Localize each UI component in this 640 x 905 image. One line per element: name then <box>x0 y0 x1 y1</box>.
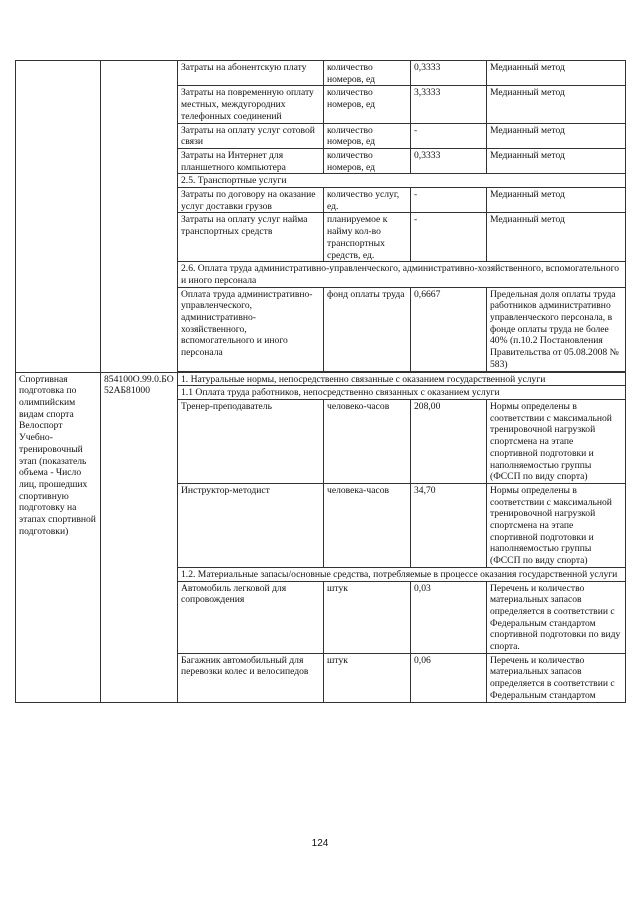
empty-service-cell <box>16 61 101 373</box>
cost-item-unit: количество услуг, ед. <box>324 188 411 213</box>
cost-item-unit: количество номеров, ед <box>324 148 411 173</box>
cost-item-unit: планируемое к найму кол-во транспортных средств, ед. <box>324 213 411 262</box>
material-method: Перечень и количество материальных запасов определяется в соответствии с Федеральным стандартом спортивной подготовки по виду спорта. <box>487 581 626 653</box>
material-name: Багажник автомобильный для перевозки колес и велосипедов <box>178 653 324 702</box>
cost-item-name: Затраты на Интернет для планшетного компьютера <box>178 148 324 173</box>
material-value: 0,03 <box>411 581 487 653</box>
cost-item-unit: фонд оплаты труда <box>324 287 411 371</box>
material-method: Перечень и количество материальных запасов определяется в соответствии с Федеральным стандартом <box>487 653 626 702</box>
staff-method: Нормы определены в соответствии с максимальной тренировочной нагрузкой спортсмена на этапе спортивной подготовки и наполняемостью группы (ФССП по виду спорта) <box>487 483 626 567</box>
cost-norms-table <box>15 60 626 703</box>
cost-item-value: - <box>411 123 487 148</box>
cost-item-name: Затраты на оплату услуг найма транспортных средств <box>178 213 324 262</box>
cost-item-name: Затраты на повременную оплату местных, междугородних телефонных соединений <box>178 86 324 123</box>
staff-value: 34,70 <box>411 483 487 567</box>
cost-item-name: Затраты на абонентскую плату <box>178 61 324 86</box>
cost-item-unit: количество номеров, ед <box>324 86 411 123</box>
staff-unit: человека-часов <box>324 483 411 567</box>
cost-item-name: Оплата труда административно-управленческого, административно-хозяйственного, вспомогательного и иного персонала <box>178 287 324 371</box>
cost-item-method: Медианный метод <box>487 213 626 262</box>
cost-item-name: Затраты на оплату услуг сотовой связи <box>178 123 324 148</box>
material-unit: штук <box>324 653 411 702</box>
staff-value: 208,00 <box>411 399 487 483</box>
cost-item-method: Медианный метод <box>487 86 626 123</box>
cost-item-method: Медианный метод <box>487 188 626 213</box>
staff-name: Инструктор-методист <box>178 483 324 567</box>
material-unit: штук <box>324 581 411 653</box>
material-name: Автомобиль легковой для сопровождения <box>178 581 324 653</box>
section-heading-1-2: 1.2. Материальные запасы/основные средства, потребляемые в процессе оказания государственной услуги <box>178 567 626 581</box>
cost-item-value: 3,3333 <box>411 86 487 123</box>
page-number: 124 <box>311 838 329 849</box>
section-heading-2-5: 2.5. Транспортные услуги <box>178 174 626 188</box>
cost-item-method: Медианный метод <box>487 61 626 86</box>
cost-item-method: Медианный метод <box>487 123 626 148</box>
staff-method: Нормы определены в соответствии с максимальной тренировочной нагрузкой спортсмена на этапе спортивной подготовки и наполняемостью группы (ФССП по виду спорта) <box>487 399 626 483</box>
material-value: 0,06 <box>411 653 487 702</box>
cost-item-value: 0,3333 <box>411 148 487 173</box>
service-name-cell: Спортивная подготовка по олимпийским видам спорта Велоспорт Учебно-тренировочный этап (показатель объема - Число лиц, прошедших спортивную подготовку на этапах спортивной подготовки) <box>16 372 101 702</box>
staff-name: Тренер-преподаватель <box>178 399 324 483</box>
cost-item-unit: количество номеров, ед <box>324 61 411 86</box>
cost-item-unit: количество номеров, ед <box>324 123 411 148</box>
cost-item-value: - <box>411 188 487 213</box>
cost-item-method: Предельная доля оплаты труда работников административно управленческого персонала, в фонде оплаты труда не более 40% (п.10.2 Постановления Правительства от 05.08.2008 № 583) <box>487 287 626 371</box>
section-heading-1: 1. Натуральные нормы, непосредственно связанные с оказанием государственной услуги <box>178 372 626 386</box>
cost-item-value: - <box>411 213 487 262</box>
cost-item-method: Медианный метод <box>487 148 626 173</box>
empty-code-cell <box>101 61 178 373</box>
table-row <box>16 372 626 386</box>
cost-item-value: 0,6667 <box>411 287 487 371</box>
table-row <box>16 61 626 86</box>
cost-item-value: 0,3333 <box>411 61 487 86</box>
cost-item-name: Затраты по договору на оказание услуг доставки грузов <box>178 188 324 213</box>
section-heading-2-6: 2.6. Оплата труда административно-управленческого, административно-хозяйственного, вспомогательного и иного персонала <box>178 262 626 287</box>
staff-unit: человеко-часов <box>324 399 411 483</box>
registry-code-cell: 854100О.99.0.БО52АБ81000 <box>101 372 178 702</box>
section-heading-1-1: 1.1 Оплата труда работников, непосредственно связанных с оказанием услуги <box>178 386 626 400</box>
